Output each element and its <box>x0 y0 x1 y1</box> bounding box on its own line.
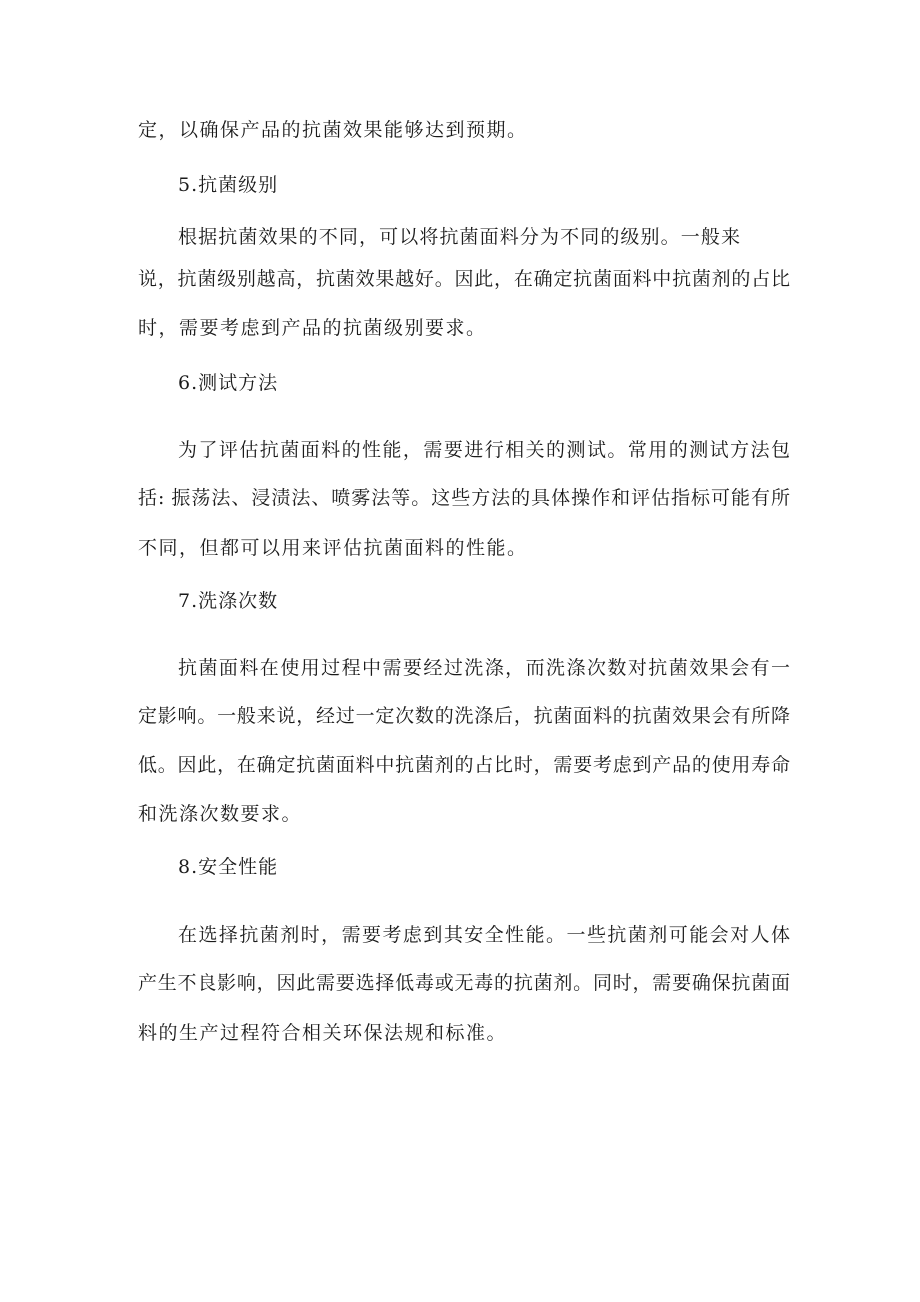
paragraph-continuation-line: 定，以确保产品的抗菌效果能够达到预期。 <box>138 119 528 141</box>
section-heading-wash-times: 7.洗涤次数 <box>178 590 279 612</box>
paragraph-line: 和洗涤次数要求。 <box>138 803 303 825</box>
paragraph-line: 料的生产过程符合相关环保法规和标准。 <box>138 1022 508 1044</box>
paragraph-line: 时，需要考虑到产品的抗菌级别要求。 <box>138 317 487 339</box>
paragraph-line: 产生不良影响，因此需要选择低毒或无毒的抗菌剂。同时，需要确保抗菌面 <box>138 972 790 994</box>
paragraph-line: 括: 振荡法、浸渍法、喷雾法等。这些方法的具体操作和评估指标可能有所 <box>138 487 790 509</box>
paragraph-line: 低。因此，在确定抗菌面料中抗菌剂的占比时，需要考虑到产品的使用寿命 <box>138 754 790 776</box>
paragraph-line: 根据抗菌效果的不同，可以将抗菌面料分为不同的级别。一般来 <box>178 226 740 248</box>
paragraph-line: 说，抗菌级别越高，抗菌效果越好。因此，在确定抗菌面料中抗菌剂的占比 <box>138 268 790 290</box>
paragraph-line: 抗菌面料在使用过程中需要经过洗涤，而洗涤次数对抗菌效果会有一 <box>178 657 790 679</box>
section-heading-safety-performance: 8.安全性能 <box>178 856 279 878</box>
section-heading-test-method: 6.测试方法 <box>178 372 279 394</box>
paragraph-line: 定影响。一般来说，经过一定次数的洗涤后，抗菌面料的抗菌效果会有所降 <box>138 705 790 727</box>
section-heading-antibacterial-level: 5.抗菌级别 <box>178 174 279 196</box>
paragraph-line: 在选择抗菌剂时，需要考虑到其安全性能。一些抗菌剂可能会对人体 <box>178 924 790 946</box>
paragraph-line: 为了评估抗菌面料的性能，需要进行相关的测试。常用的测试方法包 <box>178 439 790 461</box>
paragraph-line: 不同，但都可以用来评估抗菌面料的性能。 <box>138 537 528 559</box>
